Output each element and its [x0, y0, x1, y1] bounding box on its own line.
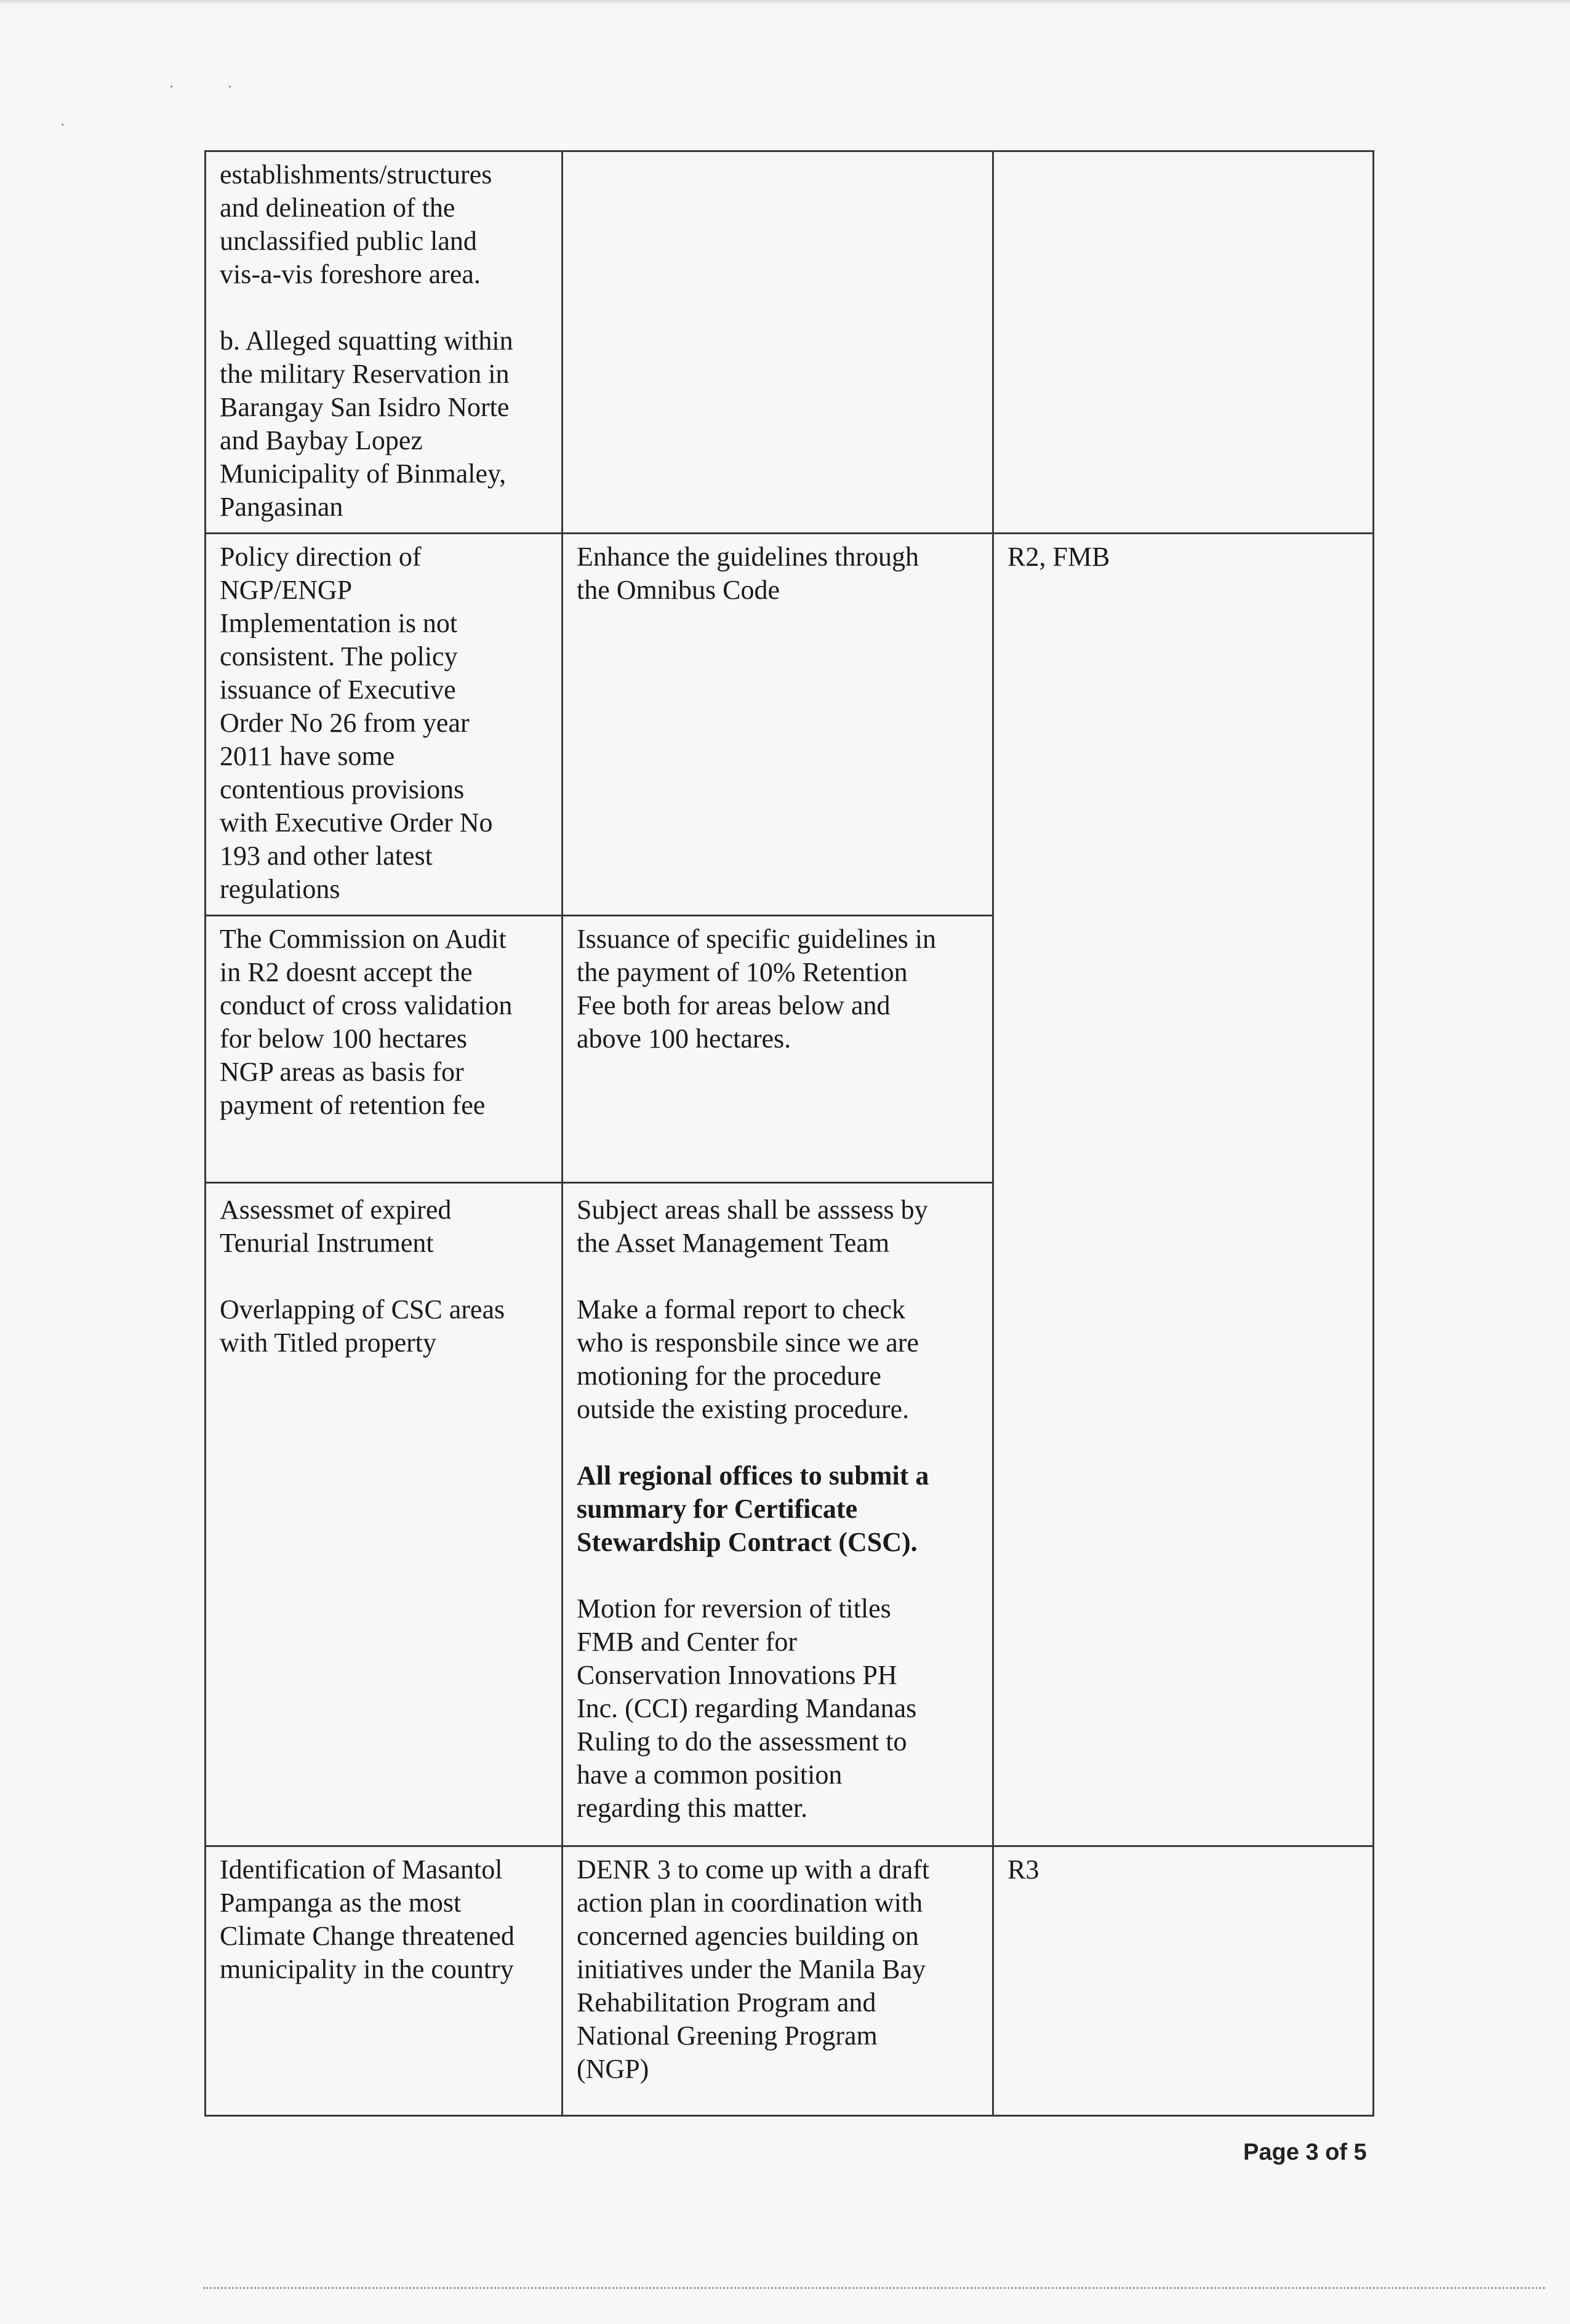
text-line: the Asset Management Team — [577, 1228, 890, 1258]
text-line: and delineation of the — [220, 193, 455, 223]
text-line: Pampanga as the most — [220, 1888, 462, 1918]
text-line: action plan in coordination with — [577, 1888, 923, 1918]
text-line: Issuance of specific guidelines in — [577, 924, 937, 954]
action-text — [577, 1592, 979, 1825]
text-line: Subject areas shall be asssess by — [577, 1195, 928, 1225]
text-line: NGP areas as basis for — [220, 1057, 464, 1087]
text-line: above 100 hectares. — [577, 1024, 791, 1054]
issue-cell — [206, 151, 563, 534]
text-line — [577, 1260, 979, 1293]
text-line: initiatives under the Manila Bay — [577, 1954, 926, 1984]
text-line: consistent. The policy — [220, 641, 458, 671]
action-cell — [563, 534, 993, 916]
text-line — [220, 1260, 548, 1293]
text-line: FMB and Center for — [577, 1627, 798, 1657]
text-line: Fee both for areas below and — [577, 990, 891, 1020]
text-line: regarding this matter. — [577, 1793, 808, 1823]
text-line: Implementation is not — [220, 608, 458, 638]
text-line: Enhance the guidelines through — [577, 542, 919, 572]
text-line: issuance of Executive — [220, 675, 456, 705]
issue-cell — [206, 916, 563, 1183]
text-line: Barangay San Isidro Norte — [220, 392, 510, 422]
text-line: Municipality of Binmaley, — [220, 459, 507, 489]
text-line: concerned agencies building on — [577, 1921, 919, 1951]
issue-cell — [206, 1183, 563, 1846]
text-line: with Titled property — [220, 1328, 437, 1358]
table-row — [206, 151, 1374, 534]
text-line: Pangasinan — [220, 492, 343, 522]
text-line: Stewardship Contract (CSC). — [577, 1527, 918, 1557]
action-cell — [563, 1183, 993, 1846]
text-line: All regional offices to submit a — [577, 1461, 929, 1491]
text-line: DENR 3 to come up with a draft — [577, 1854, 930, 1885]
text-line — [220, 291, 548, 324]
action-text-bold — [577, 1459, 979, 1559]
text-line: Inc. (CCI) regarding Mandanas — [577, 1693, 917, 1723]
text-line: establishments/structures — [220, 159, 492, 190]
text-line: regulations — [220, 874, 340, 904]
text-line: (NGP) — [577, 2054, 649, 2084]
text-line: Order No 26 from year — [220, 708, 470, 738]
action-items-table — [204, 150, 1374, 2117]
scan-bottom-artifact — [203, 2287, 1545, 2289]
text-line: vis-a-vis foreshore area. — [220, 259, 481, 289]
responsible-cell — [993, 151, 1374, 534]
text-line: the military Reservation in — [220, 359, 510, 389]
text-line: motioning for the procedure — [577, 1361, 881, 1391]
text-line: 2011 have some — [220, 741, 395, 771]
text-line: contentious provisions — [220, 774, 465, 804]
responsible-cell: R3 — [993, 1846, 1374, 2116]
text-line: Assessmet of expired — [220, 1195, 452, 1225]
text-line: municipality in the country — [220, 1954, 514, 1984]
action-cell — [563, 1846, 993, 2116]
text-line: Overlapping of CSC areas — [220, 1294, 505, 1324]
text-line: with Executive Order No — [220, 807, 493, 838]
responsible-cell: R2, FMB — [993, 534, 1374, 1846]
text-line: summary for Certificate — [577, 1494, 858, 1524]
text-line: for below 100 hectares — [220, 1024, 467, 1054]
text-line: conduct of cross validation — [220, 990, 513, 1020]
scan-top-edge — [0, 0, 1570, 5]
text-line: 193 and other latest — [220, 841, 433, 871]
issue-cell — [206, 1846, 563, 2116]
scan-speck: · — [60, 117, 65, 132]
table-row — [206, 534, 1374, 916]
text-line: in R2 doesnt accept the — [220, 957, 473, 987]
text-line: the payment of 10% Retention — [577, 957, 908, 987]
text-line: outside the existing procedure. — [577, 1394, 910, 1424]
page-number: Page 3 of 5 — [1243, 2139, 1367, 2165]
text-line: Tenurial Instrument — [220, 1228, 434, 1258]
text-line: Make a formal report to check — [577, 1294, 905, 1324]
action-cell — [563, 916, 993, 1183]
action-cell — [563, 151, 993, 534]
text-line: Policy direction of — [220, 542, 422, 572]
text-line: and Baybay Lopez — [220, 425, 423, 455]
text-line: Climate Change threatened — [220, 1921, 515, 1951]
scan-speck: · — [169, 79, 174, 94]
text-line: have a common position — [577, 1760, 843, 1790]
text-line: National Greening Program — [577, 2021, 878, 2051]
text-line: Identification of Masantol — [220, 1854, 503, 1885]
text-line: unclassified public land — [220, 226, 477, 256]
text-line: Rehabilitation Program and — [577, 1987, 876, 2017]
text-line: NGP/ENGP — [220, 575, 353, 605]
table-row — [206, 1846, 1374, 2116]
text-line: Ruling to do the assessment to — [577, 1726, 907, 1757]
text-line: The Commission on Audit — [220, 924, 507, 954]
action-text — [577, 1193, 979, 1426]
scan-speck: · — [228, 79, 233, 94]
text-line: b. Alleged squatting within — [220, 326, 513, 356]
issue-cell — [206, 534, 563, 916]
text-line: Motion for reversion of titles — [577, 1593, 891, 1624]
text-line: Conservation Innovations PH — [577, 1660, 897, 1690]
text-line: payment of retention fee — [220, 1090, 486, 1120]
text-line: the Omnibus Code — [577, 575, 780, 605]
text-line: who is responsbile since we are — [577, 1328, 919, 1358]
